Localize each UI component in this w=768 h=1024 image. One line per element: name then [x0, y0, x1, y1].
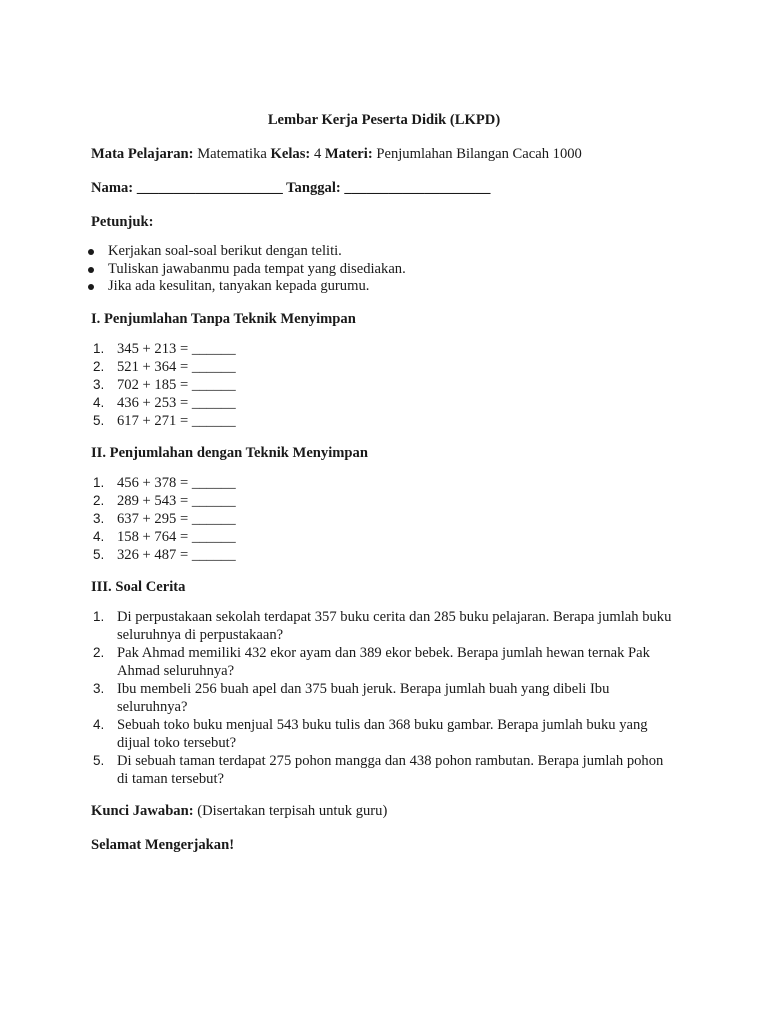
section3-list — [91, 608, 691, 788]
petunjuk-list — [91, 243, 691, 296]
document-title: Lembar Kerja Peserta Didik (LKPD) — [267, 112, 501, 128]
section3-heading: III. Soal Cerita — [91, 578, 186, 595]
list-item — [91, 358, 691, 376]
bullet-icon — [88, 249, 94, 255]
closing-text: Selamat Mengerjakan! — [91, 836, 235, 853]
item-number: 2. — [93, 644, 105, 660]
item-text: 521 + 364 = ______ — [117, 358, 236, 375]
mapel-value: Matematika — [197, 146, 267, 162]
nama-blank: ____________________ — [136, 180, 283, 196]
item-text: Di sebuah taman terdapat 275 pohon mangga dan 438 pohon rambutan. Berapa jumlah pohon di taman tersebut? — [117, 752, 664, 787]
bullet-icon — [88, 267, 94, 273]
section2-list — [91, 474, 691, 564]
item-number: 2. — [93, 358, 105, 374]
item-text: 158 + 764 = ______ — [117, 528, 236, 545]
list-item — [91, 394, 691, 412]
item-text: Di perpustakaan sekolah terdapat 357 buku cerita dan 285 buku pelajaran. Berapa jumlah buku seluruhnya di perpustakaan? — [117, 608, 672, 643]
list-item — [91, 716, 673, 752]
list-item — [91, 243, 691, 261]
list-item — [91, 492, 691, 510]
mapel-label: Mata Pelajaran: — [91, 146, 194, 162]
item-text: 617 + 271 = ______ — [117, 412, 236, 429]
list-item — [91, 474, 691, 492]
list-item — [91, 528, 691, 546]
list-item — [91, 644, 673, 680]
answer-key-line — [91, 800, 691, 822]
list-item — [91, 752, 673, 788]
item-text: Pak Ahmad memiliki 432 ekor ayam dan 389 ekor bebek. Berapa jumlah hewan ternak Pak Ahmad seluruhnya? — [117, 644, 650, 679]
item-number: 5. — [93, 546, 105, 562]
item-text: 436 + 253 = ______ — [117, 394, 236, 411]
item-number: 5. — [93, 412, 105, 428]
nama-label: Nama: — [91, 180, 134, 196]
answer-key-label: Kunci Jawaban: — [91, 802, 194, 819]
item-text: 702 + 185 = ______ — [117, 376, 236, 393]
kelas-label: Kelas: — [270, 146, 311, 162]
kelas-value: 4 — [313, 146, 322, 162]
item-number: 3. — [93, 680, 105, 696]
item-number: 4. — [93, 528, 105, 544]
item-number: 5. — [93, 752, 105, 768]
item-number: 2. — [93, 492, 105, 508]
tanggal-blank: ____________________ — [344, 180, 491, 196]
item-text: 456 + 378 = ______ — [117, 474, 236, 491]
item-text: 326 + 487 = ______ — [117, 546, 236, 563]
item-text: Ibu membeli 256 buah apel dan 375 buah jeruk. Berapa jumlah buah yang dibeli Ibu seluruhnya? — [117, 680, 610, 715]
list-item — [91, 278, 691, 296]
item-number: 3. — [93, 510, 105, 526]
list-item — [91, 340, 691, 358]
item-number: 1. — [93, 474, 105, 490]
list-item — [91, 546, 691, 564]
subject-info-line — [91, 143, 691, 165]
item-number: 1. — [93, 608, 105, 624]
list-item — [91, 412, 691, 430]
list-item — [91, 261, 691, 279]
item-text: 345 + 213 = ______ — [117, 340, 236, 357]
section1-list — [91, 340, 691, 430]
tanggal-label: Tanggal: — [286, 180, 341, 196]
bullet-icon — [88, 284, 94, 290]
list-item — [91, 510, 691, 528]
identity-line — [91, 177, 691, 199]
item-number: 4. — [93, 394, 105, 410]
item-text: 289 + 543 = ______ — [117, 492, 236, 509]
list-item-text: Jika ada kesulitan, tanyakan kepada gurumu. — [108, 278, 370, 294]
list-item — [91, 608, 673, 644]
petunjuk-heading: Petunjuk: — [91, 214, 154, 230]
worksheet-page — [91, 109, 691, 868]
item-number: 1. — [93, 340, 105, 356]
section1-heading: I. Penjumlahan Tanpa Teknik Menyimpan — [91, 310, 356, 327]
materi-label: Materi: — [324, 146, 373, 162]
answer-key-value: (Disertakan terpisah untuk guru) — [197, 802, 388, 819]
list-item — [91, 376, 691, 394]
item-number: 4. — [93, 716, 105, 732]
item-number: 3. — [93, 376, 105, 392]
item-text: 637 + 295 = ______ — [117, 510, 236, 527]
list-item — [91, 680, 673, 716]
list-item-text: Kerjakan soal-soal berikut dengan teliti. — [108, 243, 342, 259]
materi-value: Penjumlahan Bilangan Cacah 1000 — [376, 146, 582, 162]
list-item-text: Tuliskan jawabanmu pada tempat yang disediakan. — [108, 260, 406, 277]
item-text: Sebuah toko buku menjual 543 buku tulis dan 368 buku gambar. Berapa jumlah buku yang dijual toko tersebut? — [117, 716, 648, 751]
section2-heading: II. Penjumlahan dengan Teknik Menyimpan — [91, 444, 368, 461]
